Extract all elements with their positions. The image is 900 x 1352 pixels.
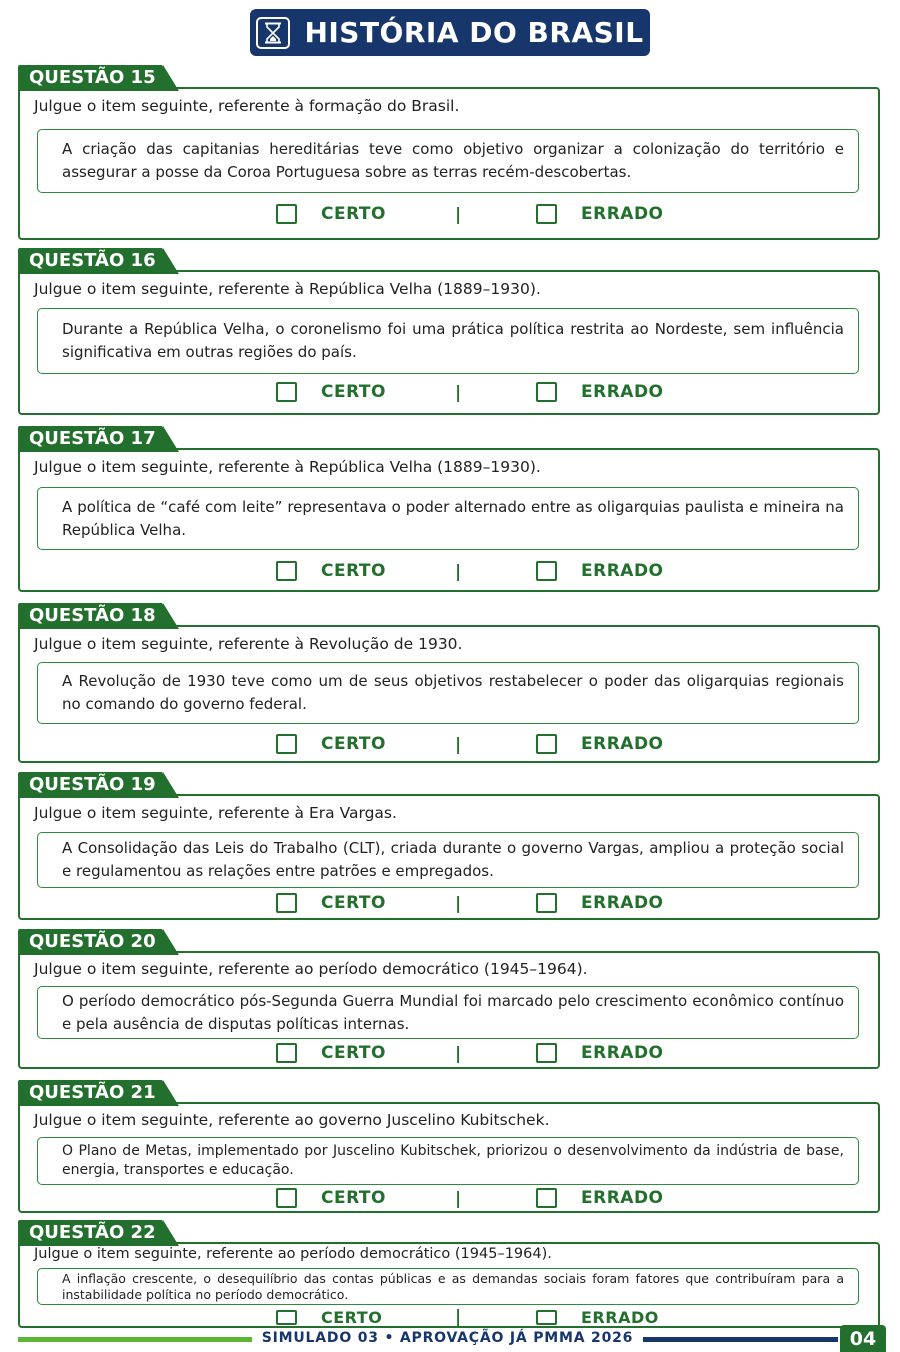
- certo-checkbox[interactable]: [276, 893, 297, 913]
- certo-option[interactable]: [276, 734, 386, 754]
- errado-checkbox[interactable]: [536, 561, 557, 581]
- certo-checkbox[interactable]: [276, 1043, 297, 1063]
- answer-separator: |: [455, 894, 462, 914]
- question-box: [18, 625, 880, 763]
- errado-option[interactable]: [536, 893, 664, 913]
- certo-label: CERTO: [321, 382, 386, 402]
- errado-label: ERRADO: [581, 1043, 664, 1063]
- question-22: [18, 1220, 880, 1328]
- answer-row: [20, 734, 878, 756]
- question-intro: Julgue o item seguinte, referente à formação do Brasil.: [34, 97, 460, 115]
- errado-option[interactable]: [536, 1043, 664, 1063]
- question-statement: A criação das capitanias hereditárias teve como objetivo organizar a colonização do território e assegurar a posse da Coroa Portuguesa sobre as terras recém-descobertas.: [37, 129, 859, 193]
- errado-label: ERRADO: [581, 1308, 659, 1327]
- question-18: [18, 603, 880, 769]
- certo-option[interactable]: [276, 204, 386, 224]
- answer-row: [20, 382, 878, 404]
- footer-text: SIMULADO 03 • APROVAÇÃO JÁ PMMA 2026: [261, 1330, 634, 1346]
- certo-checkbox[interactable]: [276, 204, 297, 224]
- certo-checkbox[interactable]: [276, 734, 297, 754]
- question-number: QUESTÃO 21: [18, 1080, 163, 1106]
- question-17: [18, 426, 880, 596]
- answer-row: [20, 893, 878, 915]
- question-number: QUESTÃO 17: [18, 426, 163, 452]
- errado-label: ERRADO: [581, 382, 664, 402]
- errado-label: ERRADO: [581, 893, 664, 913]
- errado-label: ERRADO: [581, 734, 664, 754]
- errado-checkbox[interactable]: [536, 734, 557, 754]
- question-box: [18, 951, 880, 1069]
- errado-checkbox[interactable]: [536, 1043, 557, 1063]
- certo-label: CERTO: [321, 561, 386, 581]
- question-number: QUESTÃO 22: [18, 1220, 163, 1246]
- errado-label: ERRADO: [581, 561, 664, 581]
- certo-label: CERTO: [321, 1308, 383, 1327]
- certo-checkbox[interactable]: [276, 561, 297, 581]
- errado-checkbox[interactable]: [536, 893, 557, 913]
- certo-option[interactable]: [276, 561, 386, 581]
- question-statement: A política de “café com leite” representava o poder alternado entre as oligarquias paulista e mineira na República Velha.: [37, 487, 859, 550]
- errado-option[interactable]: [536, 1188, 664, 1208]
- answer-separator: |: [455, 562, 462, 582]
- question-intro: Julgue o item seguinte, referente à República Velha (1889–1930).: [34, 280, 541, 298]
- certo-option[interactable]: [276, 1308, 382, 1327]
- certo-checkbox[interactable]: [276, 1188, 297, 1208]
- errado-option[interactable]: [536, 1308, 659, 1327]
- question-intro: Julgue o item seguinte, referente ao período democrático (1945–1964).: [34, 960, 588, 978]
- answer-separator: |: [455, 1189, 462, 1209]
- question-intro: Julgue o item seguinte, referente ao período democrático (1945–1964).: [34, 1246, 552, 1262]
- question-16: [18, 248, 880, 418]
- question-statement: A inflação crescente, o desequilíbrio das contas públicas e as demandas sociais foram fatores que contribuíram para a instabilidade política no período democrático.: [37, 1268, 859, 1305]
- question-statement: O período democrático pós-Segunda Guerra Mundial foi marcado pelo crescimento econômico contínuo e pela ausência de disputas políticas internas.: [37, 986, 859, 1039]
- answer-row: [20, 561, 878, 583]
- errado-option[interactable]: [536, 734, 664, 754]
- question-number: QUESTÃO 20: [18, 929, 163, 955]
- question-statement: A Revolução de 1930 teve como um de seus objetivos restabelecer o poder das oligarquias regionais no comando do governo federal.: [37, 662, 859, 724]
- question-number: QUESTÃO 16: [18, 248, 163, 274]
- question-intro: Julgue o item seguinte, referente ao governo Juscelino Kubitschek.: [34, 1111, 550, 1129]
- question-21: [18, 1080, 880, 1215]
- errado-option[interactable]: [536, 382, 664, 402]
- errado-option[interactable]: [536, 561, 664, 581]
- question-19: [18, 772, 880, 922]
- page-number: 04: [840, 1325, 886, 1352]
- certo-label: CERTO: [321, 204, 386, 224]
- question-statement: A Consolidação das Leis do Trabalho (CLT), criada durante o governo Vargas, ampliou a proteção social e regulamentou as relações entre patrões e empregados.: [37, 832, 859, 888]
- question-box: [18, 1242, 880, 1328]
- answer-separator: |: [455, 1044, 462, 1064]
- question-20: [18, 929, 880, 1071]
- question-box: [18, 87, 880, 240]
- errado-checkbox[interactable]: [536, 1188, 557, 1208]
- page-title: HISTÓRIA DO BRASIL: [304, 16, 644, 49]
- question-15: [18, 65, 880, 240]
- answer-row: [20, 204, 878, 226]
- question-statement: O Plano de Metas, implementado por Juscelino Kubitschek, priorizou o desenvolvimento da indústria de base, energia, transportes e educação.: [37, 1137, 859, 1185]
- certo-option[interactable]: [276, 1043, 386, 1063]
- question-box: [18, 270, 880, 415]
- question-intro: Julgue o item seguinte, referente à Revolução de 1930.: [34, 635, 463, 653]
- question-box: [18, 1102, 880, 1213]
- certo-option[interactable]: [276, 1188, 386, 1208]
- certo-checkbox[interactable]: [276, 1310, 297, 1325]
- certo-label: CERTO: [321, 1043, 386, 1063]
- question-intro: Julgue o item seguinte, referente à República Velha (1889–1930).: [34, 458, 541, 476]
- answer-separator: |: [455, 205, 462, 225]
- question-number: QUESTÃO 18: [18, 603, 163, 629]
- hourglass-icon: [256, 17, 290, 49]
- question-box: [18, 794, 880, 920]
- question-statement: Durante a República Velha, o coronelismo foi uma prática política restrita ao Nordeste, sem influência significativa em outras regiões do país.: [37, 308, 859, 374]
- answer-separator: |: [455, 1307, 462, 1327]
- errado-checkbox[interactable]: [536, 1310, 557, 1325]
- question-number: QUESTÃO 19: [18, 772, 163, 798]
- answer-row: [20, 1188, 878, 1210]
- page-header: [250, 9, 650, 56]
- errado-label: ERRADO: [581, 204, 664, 224]
- errado-option[interactable]: [536, 204, 664, 224]
- question-intro: Julgue o item seguinte, referente à Era Vargas.: [34, 804, 397, 822]
- certo-option[interactable]: [276, 382, 386, 402]
- answer-separator: |: [455, 735, 462, 755]
- certo-label: CERTO: [321, 893, 386, 913]
- certo-label: CERTO: [321, 1188, 386, 1208]
- question-box: [18, 448, 880, 592]
- answer-row: [20, 1043, 878, 1065]
- certo-checkbox[interactable]: [276, 382, 297, 402]
- errado-label: ERRADO: [581, 1188, 664, 1208]
- errado-checkbox[interactable]: [536, 382, 557, 402]
- question-number: QUESTÃO 15: [18, 65, 163, 91]
- footer-line-green: [18, 1337, 252, 1342]
- errado-checkbox[interactable]: [536, 204, 557, 224]
- certo-label: CERTO: [321, 734, 386, 754]
- footer-line-blue: [643, 1337, 838, 1342]
- answer-row: [20, 1308, 878, 1330]
- answer-separator: |: [455, 383, 462, 403]
- certo-option[interactable]: [276, 893, 386, 913]
